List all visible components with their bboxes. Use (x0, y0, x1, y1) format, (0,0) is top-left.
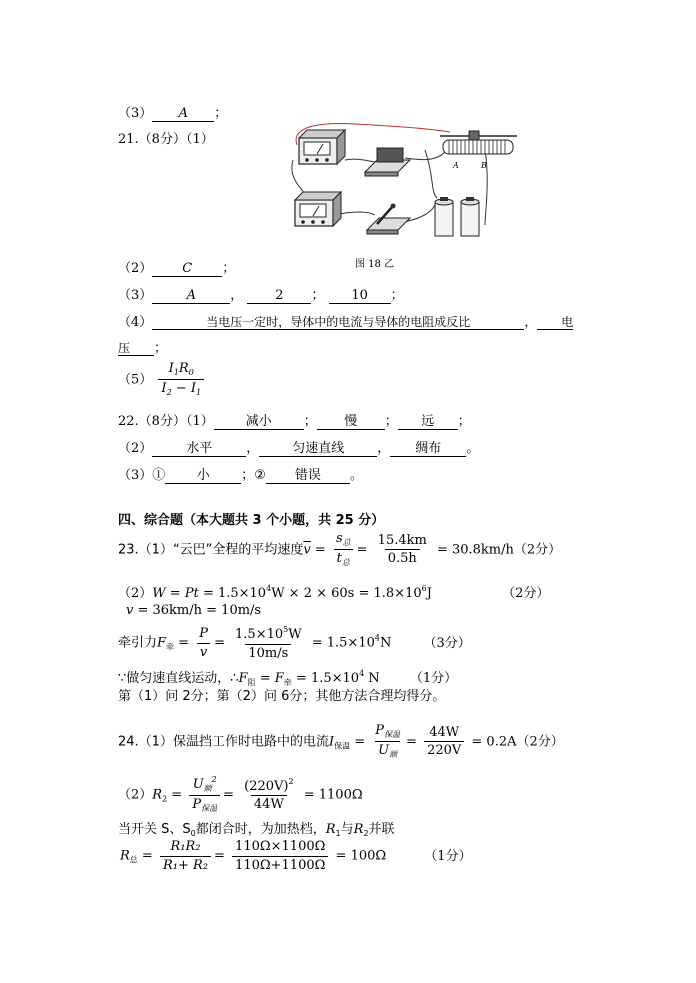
q21-part3-answer-3: 10 (329, 289, 391, 304)
q22-part1: 22.（8分）（1） 减小 ； 慢 ； 远 ； (118, 414, 471, 429)
q21-part2-answer: C (152, 262, 222, 277)
q24-parallel-formula: $\frac{\text{R₁R₂}}{\text{R₁+ R₂}}$ (160, 840, 211, 872)
q23-avg-speed-formula: $\frac{s_总}{t_总}$ (333, 532, 354, 568)
q23-line3: v = 36km/h = 10m/s (126, 603, 262, 618)
q22-part2-answer-1: 水平 (152, 442, 246, 457)
q23-traction-values: $\frac{1.5\times 10^5W}{10m/s}$ (235, 625, 302, 661)
q23-line5: ∵做匀速直线运动，$\therefore F_阻 = F_牵 = 1.5\times 10^4$ N （1分） (118, 669, 458, 687)
q21-part4-answer-2b: 压 (118, 342, 154, 356)
q22-part3-answer-2: 错误 (266, 469, 350, 484)
q22-part2: （2） 水平 ， 匀速直线 ， 绸布 。 (118, 441, 480, 456)
q21-part4: （4） 当电压一定时，导体中的电流与导体的电阻成反比 ， 电 (118, 315, 574, 330)
q22-part3: （3）① 小 ；② 错误 。 (118, 468, 363, 483)
rheostat-label-a: A (453, 161, 459, 170)
q20-part3-answer: A (152, 107, 214, 122)
q22-part2-answer-3: 绸布 (390, 442, 466, 457)
q24-resistance-formula: $\frac{U_额^2}{P_{保温}}$ (189, 776, 220, 814)
q22-part1-answer-3: 远 (398, 415, 458, 430)
switch-icon (367, 204, 410, 235)
q22-part2-answer-2: 匀速直线 (259, 442, 377, 457)
q21-part5: （5） $\frac{I_1R_0}{I_2 - I_1}$ (118, 362, 207, 398)
q22-part1-answer-2: 慢 (317, 415, 385, 430)
q24-resistance-values: $\frac{(220V)^2}{44W}$ (244, 776, 294, 813)
q23-line4: 牵引力$F_牵$ = $\frac{P}{v}$ = $\frac{1.5\times 10^5W}{10m/s}$ = $1.5\times 10^4N$ （3分） (118, 625, 471, 661)
circuit-figure (285, 120, 525, 255)
q23-line1: 23.（1）“云巴”全程的平均速度$\overline{v}$ = $\frac{s_总}{t_总}$ = $\frac{15.4km}{0.5h}$ = 30.8km/h（2分） (118, 531, 562, 568)
q24-parallel-values: $\frac{110\Omega\times 1100\Omega}{110\Omega+1100\Omega}$ (232, 840, 328, 872)
q20-part3: （3） A ； (118, 106, 228, 121)
ammeter-icon (299, 130, 345, 164)
section-4-heading: 四、综合题（本大题共 3 个小题，共 25 分） (118, 513, 385, 528)
resistor-icon (365, 148, 410, 176)
q23-traction-formula: $\frac{P}{v}$ (196, 627, 211, 659)
q24-line4: $R_总$ = $\frac{\text{R₁R₂}}{\text{R₁+ R₂}}$ = $\frac{110\Omega\times 1100\Omega}{110\Omega+1100\Omega}$ = 100Ω （1分） (120, 839, 472, 873)
q22-part3-answer-1: 小 (165, 469, 241, 484)
voltmeter-icon (295, 192, 341, 226)
q21-part3-answer-2: 2 (247, 289, 311, 304)
q21-title: 21.（8分）（1） (118, 132, 214, 147)
rheostat-label-b: B (481, 161, 487, 170)
figure-caption: 图 18 乙 (355, 259, 395, 270)
rheostat-icon (440, 131, 517, 170)
q21-part2: （2） C ； (118, 261, 236, 276)
q22-part1-answer-1: 减小 (214, 415, 304, 430)
q23-scoring-note: 第（1）问 2分；第（2）问 6分；其他方法合理均得分。 (118, 689, 446, 704)
q23-avg-speed-values: $\frac{15.4km}{0.5h}$ (377, 532, 427, 567)
q24-line3: 当开关 S、$S_0$都闭合时，为加热档，$R_1$与$R_2$并联 (118, 822, 395, 838)
q21-part5-fraction: $\frac{I_1R_0}{I_2 - I_1}$ (158, 362, 204, 398)
battery-icon (435, 197, 479, 236)
q24-current-values: $\frac{44W}{220V}$ (424, 726, 464, 758)
q24-line2: $(2)R_2$ = $\frac{U_额^2}{P_{保温}}$ = $\frac{(220V)^2}{44W}$ = 1100Ω (118, 775, 363, 814)
q21-part4-cont: 压 ； (118, 341, 168, 356)
q23-line2: $(2)W = Pt = 1.5\times 10^4W \times 2 \times 60s = 1.8\times 10^6J$ （2分） (118, 584, 550, 601)
q24-current-formula: $\frac{P_{保温}}{U_额}$ (375, 723, 401, 760)
q24-line1: 24.（1）保温挡工作时电路中的电流$I_{保温}$ = $\frac{P_{保温}}{U_额}$ = $\frac{44W}{220V}$ = 0.2A（2分） (118, 723, 564, 760)
q21-part3: （3） A ， 2 ； 10 ； (118, 288, 404, 303)
q21-part4-answer-1: 当电压一定时，导体中的电流与导体的电阻成反比 (152, 316, 524, 330)
q21-part4-answer-2a: 电 (537, 316, 573, 330)
q21-part3-answer-1: A (152, 289, 230, 304)
